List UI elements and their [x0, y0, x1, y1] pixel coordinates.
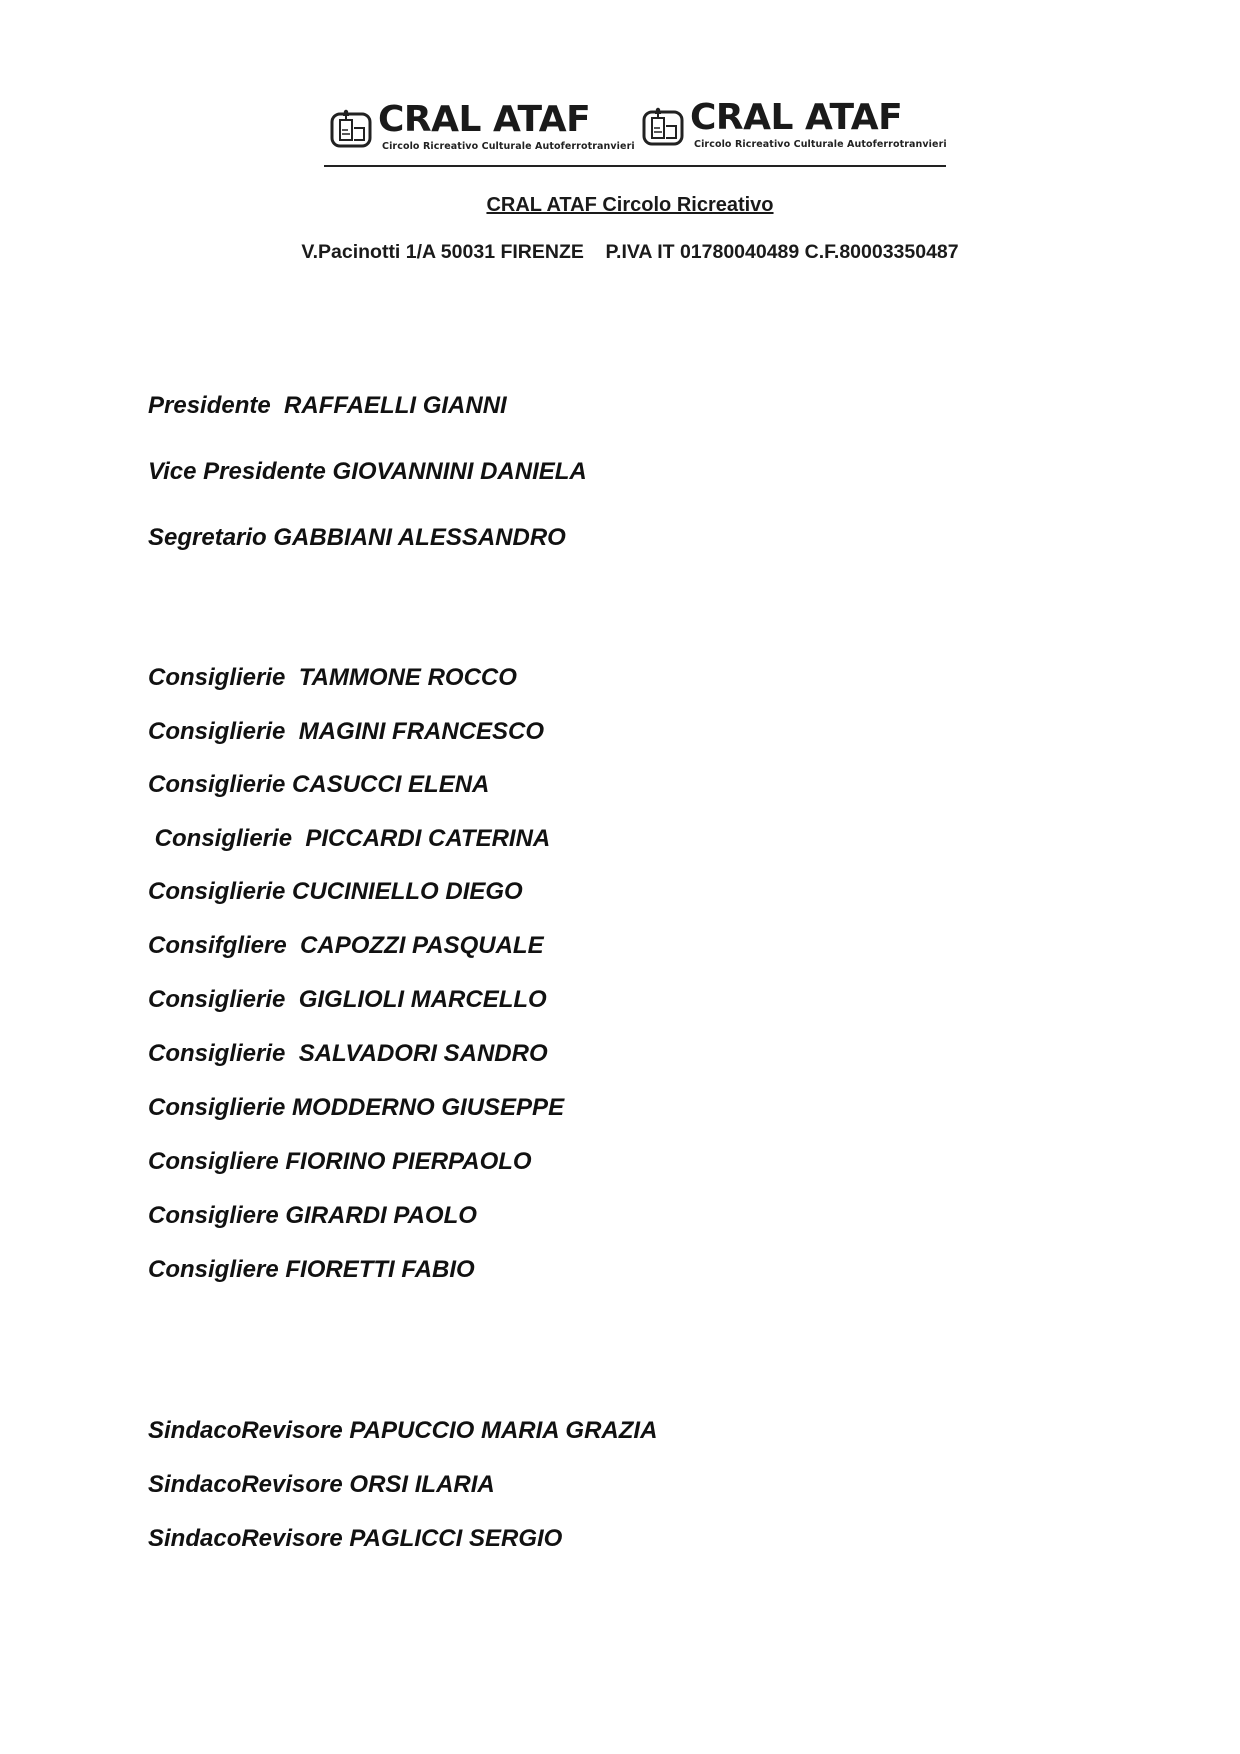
auditor-line: SindacoRevisore ORSI ILARIA	[148, 1471, 495, 1498]
cral-ataf-logo	[640, 97, 947, 154]
cral-ataf-logo	[328, 99, 635, 156]
header-divider	[324, 165, 946, 167]
councillor-line: Consigliere FIORINO PIERPAOLO	[148, 1148, 532, 1175]
logo-subtitle: Circolo Ricreativo Culturale Autoferrotranvieri	[382, 141, 635, 152]
councillor-line: Consiglierie MODDERNO GIUSEPPE	[148, 1094, 565, 1121]
auditor-line: SindacoRevisore PAGLICCI SERGIO	[148, 1525, 563, 1552]
logo-subtitle: Circolo Ricreativo Culturale Autoferrotranvieri	[694, 139, 947, 150]
auditor-line: SindacoRevisore PAPUCCIO MARIA GRAZIA	[148, 1417, 658, 1444]
logo-row	[328, 97, 948, 156]
officer-line: Presidente RAFFAELLI GIANNI	[148, 392, 507, 419]
councillor-line: Consiglierie CUCINIELLO DIEGO	[148, 878, 523, 905]
logo-title: CRAL ATAF	[378, 99, 591, 140]
councillor-line: Consiglierie GIGLIOLI MARCELLO	[148, 986, 547, 1013]
councillor-line: Consigliere GIRARDI PAOLO	[148, 1202, 477, 1229]
cral-ataf-logo-icon	[330, 108, 372, 150]
officer-line: Segretario GABBIANI ALESSANDRO	[148, 524, 566, 551]
organization-address: V.Pacinotti 1/A 50031 FIRENZE P.IVA IT 01780040489 C.F.80003350487	[301, 241, 959, 263]
logo-title: CRAL ATAF	[690, 97, 903, 138]
cral-ataf-logo-icon	[642, 106, 684, 148]
councillor-line: Consigliere FIORETTI FABIO	[148, 1256, 475, 1283]
councillor-line: Consiglierie SALVADORI SANDRO	[148, 1040, 548, 1067]
councillor-line: Consiglierie CASUCCI ELENA	[148, 771, 490, 798]
organization-title: CRAL ATAF Circolo Ricreativo	[486, 194, 774, 216]
officer-line: Vice Presidente GIOVANNINI DANIELA	[148, 458, 587, 485]
councillor-line: Consiglierie PICCARDI CATERINA	[148, 825, 551, 852]
councillor-line: Consiglierie TAMMONE ROCCO	[148, 664, 517, 691]
councillor-line: Consiglierie MAGINI FRANCESCO	[148, 718, 545, 745]
councillor-line: Consifgliere CAPOZZI PASQUALE	[148, 932, 544, 959]
